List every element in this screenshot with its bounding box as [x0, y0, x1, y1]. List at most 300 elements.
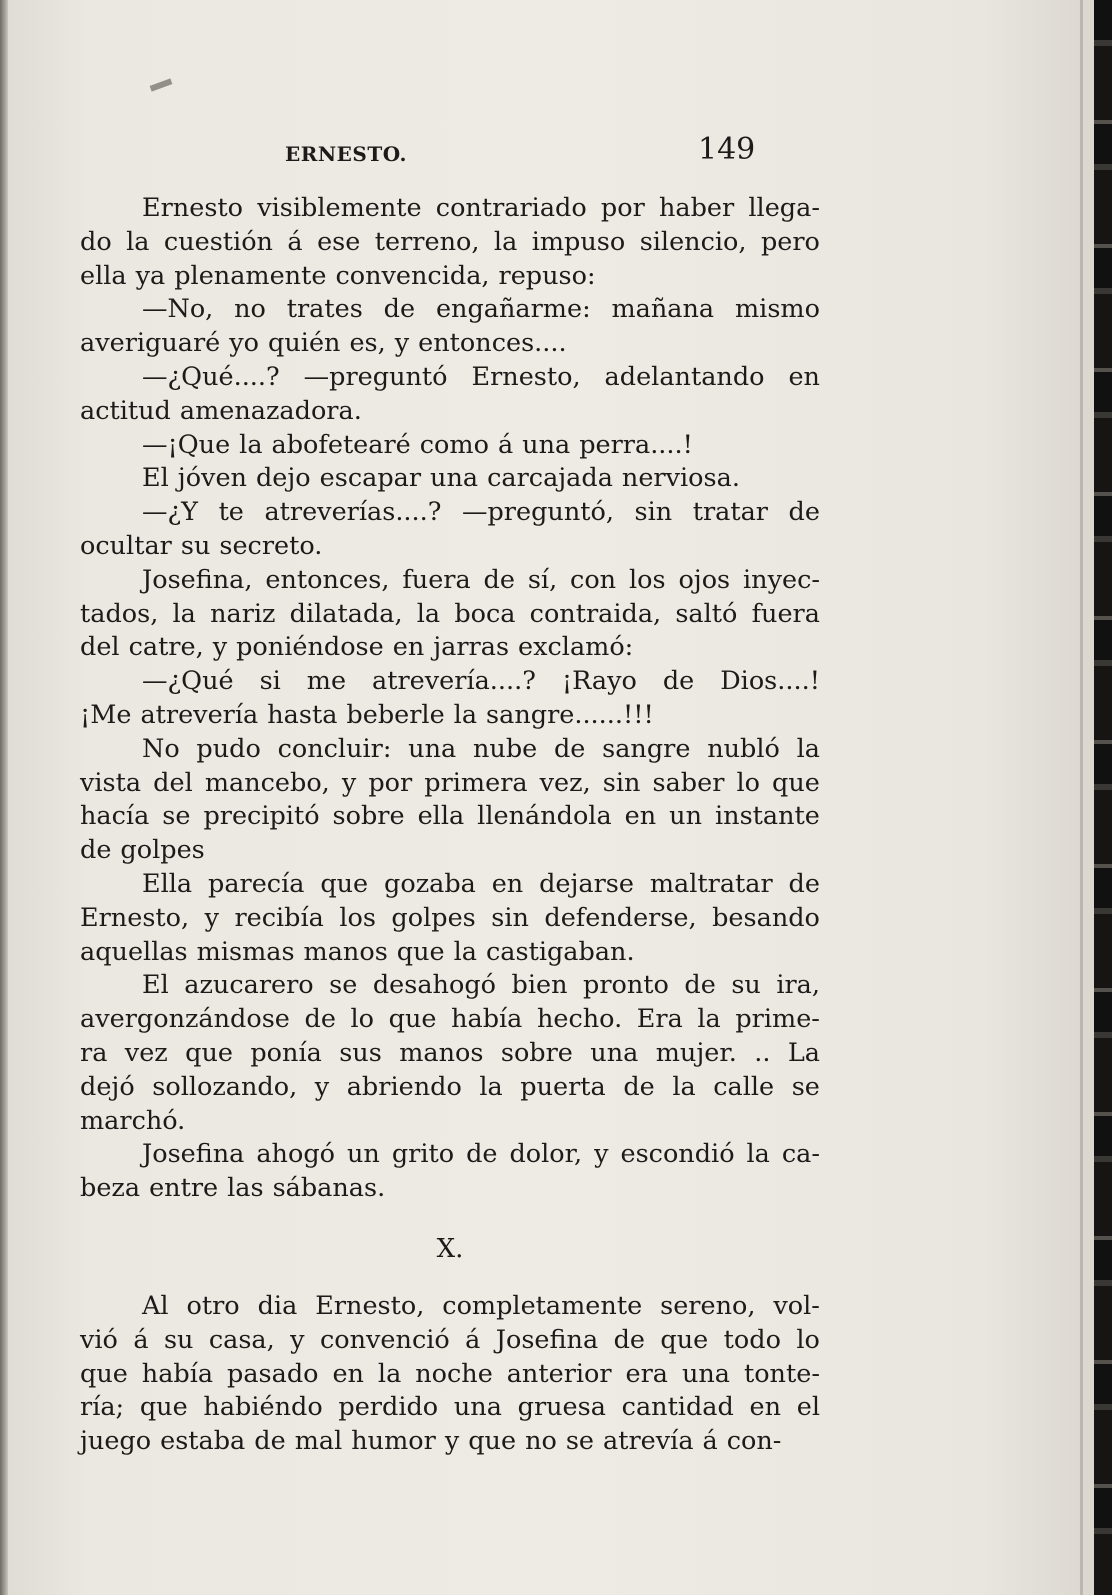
- word: No: [142, 733, 180, 764]
- text-line: [80, 800, 820, 834]
- word: me: [306, 666, 347, 697]
- word: que: [185, 1037, 233, 1068]
- word: primera: [424, 767, 528, 798]
- text-line: [80, 496, 820, 530]
- word: del: [153, 767, 193, 798]
- word: ocultar: [80, 530, 172, 561]
- word: que: [660, 1324, 709, 1355]
- word: noche: [415, 1358, 493, 1389]
- word: del: [80, 632, 120, 663]
- word: ahogó: [256, 1139, 336, 1170]
- paragraph: [80, 564, 820, 665]
- word: por: [368, 767, 413, 798]
- word: como: [419, 429, 489, 460]
- paragraph: [80, 293, 820, 361]
- word: y: [314, 1071, 330, 1102]
- word: hecho.: [536, 1004, 623, 1035]
- word: por: [600, 193, 645, 223]
- word: ojos: [678, 564, 731, 595]
- word: plenamente: [174, 260, 327, 291]
- text-line: [80, 631, 820, 665]
- word: beza: [80, 1173, 141, 1204]
- paragraph: [80, 361, 820, 429]
- word: un: [346, 1139, 380, 1170]
- word: que: [320, 868, 369, 899]
- word: contrariado: [435, 193, 587, 223]
- word: mismas: [196, 936, 295, 967]
- word: atrevería: [140, 699, 259, 730]
- word: Josefina: [142, 1139, 245, 1170]
- word: gozaba: [384, 868, 476, 899]
- word: tados,: [80, 598, 159, 629]
- word: Ernesto,: [315, 1290, 425, 1321]
- word: desahogó: [372, 970, 496, 1001]
- word: completamente: [442, 1290, 643, 1321]
- word: su: [180, 530, 211, 561]
- word: catre,: [128, 632, 204, 663]
- word: castigaban.: [486, 936, 635, 967]
- word: calle: [713, 1071, 775, 1102]
- word: saltó: [675, 598, 738, 629]
- word: sin: [491, 902, 529, 933]
- word: á: [287, 226, 303, 257]
- word: actitud: [80, 395, 171, 426]
- word: abofetearé: [271, 429, 411, 460]
- word: la: [796, 733, 820, 764]
- word: una: [522, 429, 571, 460]
- word: impuso: [531, 226, 626, 257]
- word: Josefina: [495, 1324, 599, 1355]
- text-line: [80, 1324, 820, 1358]
- text-line: [80, 1105, 820, 1139]
- word: ese: [317, 226, 361, 257]
- word: escapar: [319, 463, 422, 494]
- word: grito: [391, 1139, 455, 1170]
- word: en: [332, 1358, 364, 1389]
- word: de: [80, 835, 112, 866]
- word: y: [212, 632, 228, 663]
- paragraph: [80, 192, 820, 293]
- word: anterior: [506, 1358, 612, 1389]
- word: bien: [511, 970, 568, 1001]
- word: nerviosa.: [621, 463, 740, 494]
- word: yo: [229, 328, 260, 359]
- text-line: [80, 969, 820, 1003]
- word: llenándola: [477, 801, 612, 832]
- text-line: [80, 260, 820, 294]
- body-text: [80, 192, 820, 1459]
- text-line: [80, 361, 820, 395]
- word: lo: [736, 767, 760, 798]
- word: —preguntó: [303, 361, 448, 392]
- word: de: [466, 1139, 498, 1170]
- word: una: [430, 463, 479, 494]
- word: dejarse: [539, 868, 634, 899]
- text-line: [80, 598, 820, 632]
- text-line: [80, 767, 820, 801]
- word: adelantando: [604, 361, 765, 392]
- word: con-: [726, 1426, 782, 1457]
- text-line: [80, 902, 820, 936]
- word: —No,: [142, 294, 214, 325]
- word: la: [493, 226, 518, 257]
- word: ¡Me: [80, 699, 132, 730]
- word: mismo: [734, 294, 820, 325]
- word: vez,: [539, 767, 591, 798]
- word: —preguntó,: [461, 497, 614, 528]
- text-line: [80, 699, 820, 733]
- word: avergonzándose: [80, 1004, 290, 1035]
- word: y: [594, 1139, 609, 1170]
- word: de: [304, 1004, 336, 1035]
- word: azucarero: [184, 970, 314, 1001]
- word: el: [796, 1392, 820, 1423]
- word: precipitó: [203, 801, 320, 832]
- word: tonte-: [743, 1358, 820, 1389]
- word: en: [749, 1392, 782, 1423]
- word: vol-: [773, 1290, 820, 1321]
- word: juego: [80, 1426, 152, 1457]
- word: dejó: [80, 1071, 135, 1102]
- word: de: [684, 970, 716, 1001]
- word: su: [163, 1324, 194, 1355]
- word: golpes: [391, 902, 476, 933]
- word: hacía: [80, 801, 150, 832]
- word: —¿Qué....?: [142, 361, 280, 392]
- paragraph: [80, 496, 820, 564]
- text-line: [80, 834, 820, 868]
- word: de: [613, 1324, 645, 1355]
- word: en: [392, 632, 425, 663]
- word: en: [624, 801, 657, 832]
- word: convenció: [319, 1324, 450, 1355]
- word: sobre: [332, 801, 405, 832]
- word: los: [628, 564, 666, 595]
- word: trates: [286, 294, 363, 325]
- word: su: [731, 970, 761, 1001]
- word: la: [172, 598, 196, 629]
- word: se: [565, 1426, 595, 1457]
- word: y: [444, 1426, 460, 1457]
- word: en: [788, 361, 820, 392]
- word: Josefina,: [142, 564, 253, 595]
- word: de: [553, 733, 586, 764]
- word: á: [702, 1426, 718, 1457]
- chapter-heading: X.: [436, 1233, 464, 1264]
- paragraph: [80, 868, 820, 969]
- word: sereno,: [660, 1290, 756, 1321]
- word: se: [162, 801, 191, 832]
- text-line: [80, 1037, 820, 1071]
- word: pronto: [583, 970, 669, 1001]
- word: la: [746, 1139, 770, 1170]
- word: dolor,: [509, 1139, 583, 1170]
- word: haber: [658, 193, 735, 223]
- text-line: [80, 936, 820, 970]
- word: sangre: [602, 733, 691, 764]
- word: á: [133, 1324, 149, 1355]
- word: humor: [351, 1426, 436, 1457]
- text-line: [80, 1290, 820, 1324]
- word: contraida,: [529, 598, 662, 629]
- word: secreto.: [219, 530, 323, 561]
- word: la: [239, 429, 263, 460]
- word: las: [227, 1173, 264, 1204]
- word: —¡Que: [142, 429, 231, 460]
- word: la: [453, 699, 478, 730]
- word: vez: [124, 1037, 168, 1068]
- word: de: [483, 564, 515, 595]
- word: manos: [399, 1037, 484, 1068]
- word: saber: [652, 767, 725, 798]
- paragraphs-before-chapter: [80, 192, 820, 1206]
- word: escondió: [620, 1139, 735, 1170]
- word: casa,: [208, 1324, 275, 1355]
- word: prime-: [735, 1004, 820, 1035]
- word: había: [141, 1358, 214, 1389]
- word: concluir:: [277, 733, 392, 764]
- word: jarras: [433, 632, 510, 663]
- word: sí,: [527, 564, 558, 595]
- word: se: [329, 970, 358, 1001]
- word: Ernesto: [142, 193, 244, 223]
- word: abriendo: [346, 1071, 462, 1102]
- word: ..: [754, 1037, 771, 1068]
- text-line: [80, 462, 820, 496]
- paragraphs-after-chapter: [80, 1290, 820, 1459]
- word: terreno,: [374, 226, 480, 257]
- word: amenazadora.: [179, 395, 362, 426]
- word: se: [791, 1071, 820, 1102]
- word: sangre......!!!: [486, 699, 654, 730]
- word: sin: [602, 767, 641, 798]
- word: vista: [80, 767, 142, 798]
- word: atrevería....?: [372, 666, 536, 697]
- word: dia: [257, 1290, 298, 1321]
- word: era: [625, 1358, 669, 1389]
- word: visiblemente: [257, 193, 422, 223]
- word: nubló: [707, 733, 780, 764]
- word: te: [218, 497, 244, 528]
- word: cantidad: [621, 1392, 734, 1423]
- text-line: [80, 564, 820, 598]
- paragraph: [80, 1138, 820, 1206]
- word: de: [788, 497, 820, 528]
- word: hasta: [267, 699, 338, 730]
- word: silencio,: [639, 226, 747, 257]
- word: do: [80, 226, 112, 257]
- word: manos: [303, 936, 388, 967]
- word: exclamó:: [518, 632, 634, 663]
- word: jóven: [177, 463, 247, 494]
- word: vió: [80, 1324, 118, 1355]
- word: la: [672, 1071, 696, 1102]
- word: quién: [268, 328, 341, 359]
- paragraph: [80, 733, 820, 868]
- word: entre: [149, 1173, 219, 1204]
- word: lo: [350, 1004, 375, 1035]
- word: sobre: [500, 1037, 573, 1068]
- paragraph: [80, 462, 820, 496]
- word: había: [451, 1004, 523, 1035]
- word: marchó.: [80, 1105, 186, 1136]
- word: golpes: [120, 835, 205, 866]
- word: tratar: [692, 497, 768, 528]
- word: sin: [634, 497, 673, 528]
- word: los: [339, 902, 376, 933]
- word: todo: [723, 1324, 781, 1355]
- word: maltratar: [649, 868, 773, 899]
- text-line: [80, 192, 820, 226]
- word: de: [383, 294, 416, 325]
- page-left-edge: [0, 0, 8, 1595]
- word: repuso:: [498, 260, 596, 291]
- word: una: [681, 1358, 731, 1389]
- text-line: [80, 1003, 820, 1037]
- word: de: [623, 1071, 655, 1102]
- paragraph: [80, 665, 820, 733]
- word: ponía: [250, 1037, 322, 1068]
- word: nube: [472, 733, 538, 764]
- word: que: [139, 1392, 188, 1423]
- word: inyec-: [743, 564, 820, 595]
- word: la: [453, 936, 477, 967]
- word: la: [416, 598, 441, 629]
- word: nariz: [210, 598, 276, 629]
- word: recibía: [234, 902, 324, 933]
- word: gruesa: [517, 1392, 606, 1423]
- word: fuera: [402, 564, 471, 595]
- paragraph: [80, 969, 820, 1138]
- word: pero: [760, 226, 820, 257]
- word: con: [570, 564, 617, 595]
- text-line: [80, 293, 820, 327]
- word: mañana: [611, 294, 715, 325]
- word: un: [669, 801, 703, 832]
- word: entonces....: [418, 328, 567, 359]
- word: no: [525, 1426, 557, 1457]
- word: La: [787, 1037, 820, 1068]
- word: Ella: [142, 868, 193, 899]
- text-line: [80, 395, 820, 429]
- word: no: [234, 294, 266, 325]
- word: y: [394, 328, 410, 359]
- word: llega-: [748, 193, 820, 223]
- word: á: [497, 429, 514, 460]
- word: y: [290, 1324, 305, 1355]
- word: cuestión: [163, 226, 273, 257]
- word: boca: [454, 598, 516, 629]
- word: Era: [636, 1004, 683, 1035]
- word: que: [468, 1426, 517, 1457]
- word: fuera: [751, 598, 820, 629]
- word: engañarme:: [435, 294, 591, 325]
- word: ella: [417, 801, 465, 832]
- word: pasado: [227, 1358, 319, 1389]
- word: otro: [186, 1290, 240, 1321]
- word: entonces,: [265, 564, 390, 595]
- text-line: [80, 1071, 820, 1105]
- word: perra....!: [579, 429, 693, 460]
- page-number: 149: [698, 132, 756, 167]
- text-line: [80, 868, 820, 902]
- text-line: [80, 665, 820, 699]
- word: perdido: [338, 1392, 439, 1423]
- word: aquellas: [80, 936, 188, 967]
- word: poniéndose: [236, 632, 384, 663]
- word: en: [491, 868, 524, 899]
- word: lo: [796, 1324, 820, 1355]
- word: besando: [712, 902, 820, 933]
- word: sus: [339, 1037, 382, 1068]
- word: atreverías....?: [264, 497, 442, 528]
- word: Ernesto,: [471, 361, 581, 392]
- word: pudo: [196, 733, 261, 764]
- text-line: [80, 327, 820, 361]
- word: —¿Qué: [142, 666, 234, 697]
- paragraph: [80, 429, 820, 463]
- word: la: [126, 226, 150, 257]
- word: si: [259, 666, 281, 697]
- text-line: [80, 226, 820, 260]
- word: Ernesto,: [80, 902, 190, 933]
- word: puerta: [520, 1071, 606, 1102]
- text-line: [80, 530, 820, 564]
- word: habiéndo: [203, 1392, 323, 1423]
- ink-smudge: [150, 78, 173, 91]
- word: es,: [349, 328, 386, 359]
- word: que: [80, 1358, 128, 1389]
- word: que: [396, 936, 445, 967]
- word: carcajada: [487, 463, 613, 494]
- word: defenderse,: [544, 902, 697, 933]
- word: —¿Y: [142, 497, 199, 528]
- text-line: [80, 1172, 820, 1206]
- word: estaba: [160, 1426, 246, 1457]
- word: ya: [135, 260, 166, 291]
- word: ca-: [781, 1139, 820, 1170]
- page-fold-line: [1080, 0, 1083, 1595]
- running-head-title: ERNESTO.: [285, 142, 407, 166]
- word: Dios....!: [720, 666, 820, 697]
- word: sollozando,: [152, 1071, 298, 1102]
- word: la: [697, 1004, 721, 1035]
- word: y: [341, 767, 357, 798]
- word: una: [590, 1037, 639, 1068]
- word: de: [788, 868, 820, 899]
- word: ¡Rayo: [561, 666, 637, 697]
- word: atrevía: [603, 1426, 694, 1457]
- text-line: [80, 733, 820, 767]
- word: una: [408, 733, 457, 764]
- word: la: [479, 1071, 503, 1102]
- page-right-edge: [1094, 0, 1112, 1595]
- text-line: [80, 1425, 820, 1459]
- word: la: [377, 1358, 402, 1389]
- word: á: [465, 1324, 481, 1355]
- word: convencida,: [335, 260, 490, 291]
- word: mujer.: [655, 1037, 737, 1068]
- word: que: [772, 767, 820, 798]
- word: El: [142, 463, 169, 494]
- text-line: [80, 1358, 820, 1392]
- word: dejo: [255, 463, 311, 494]
- text-line: [80, 429, 820, 463]
- word: dilatada,: [289, 598, 403, 629]
- word: ella: [80, 260, 127, 291]
- paragraph: [80, 1290, 820, 1459]
- word: averiguaré: [80, 328, 221, 359]
